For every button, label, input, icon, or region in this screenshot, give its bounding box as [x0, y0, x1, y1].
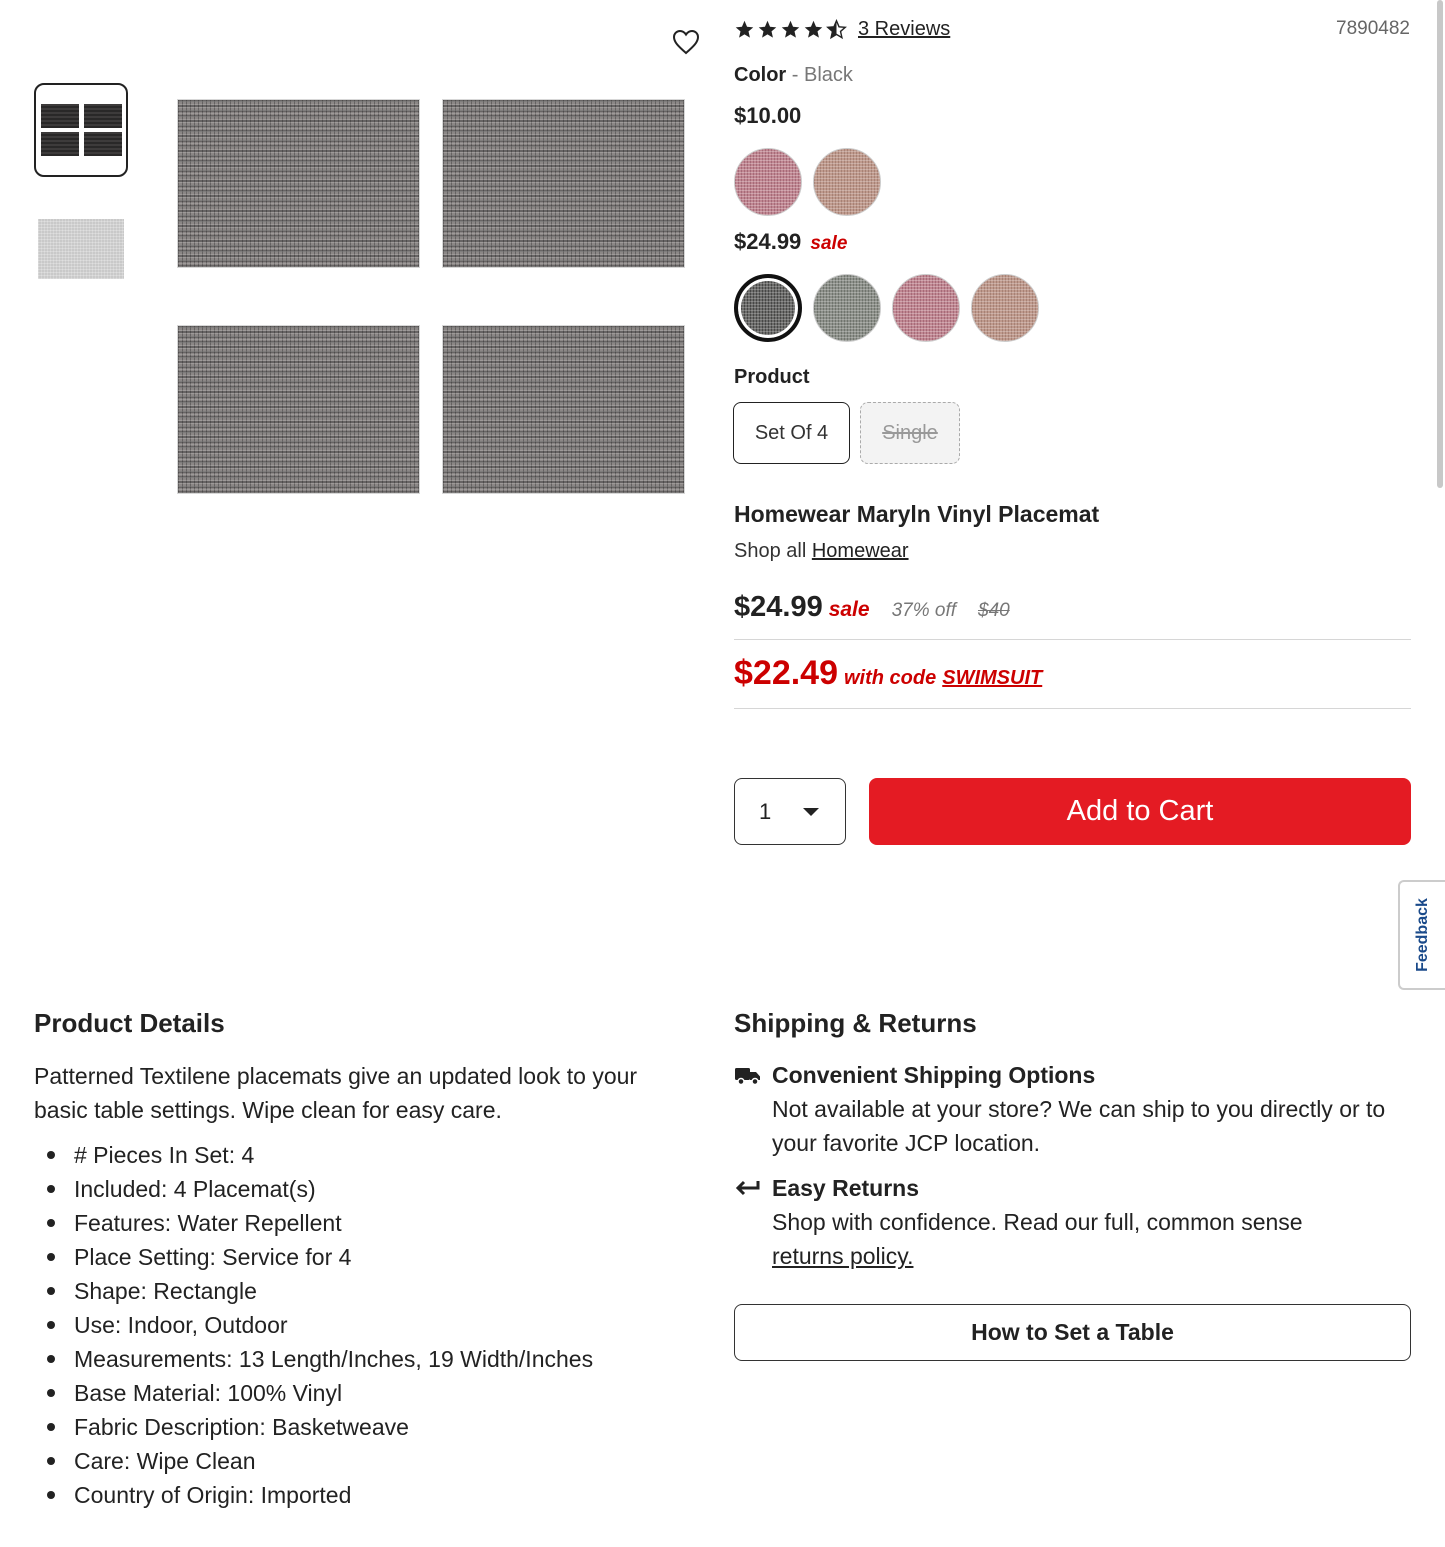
quantity-value: 1 [759, 798, 772, 824]
list-item: Shape: Rectangle [34, 1274, 593, 1308]
feedback-tab[interactable] [1398, 880, 1445, 990]
thumbnail-set-of-4[interactable] [34, 83, 128, 177]
list-item: Use: Indoor, Outdoor [34, 1308, 593, 1342]
color-swatch-grey[interactable] [813, 274, 881, 342]
thumbnail-image [41, 104, 122, 156]
scrollbar-thumb[interactable] [1437, 0, 1443, 488]
color-selection [734, 64, 853, 87]
truck-icon [734, 1064, 762, 1086]
shop-all-prefix: Shop all [734, 540, 807, 562]
product-description: Patterned Textilene placemats give an updated look to your basic table settings. Wipe clean for easy care. [34, 1063, 638, 1123]
color-swatch-pink[interactable] [892, 274, 960, 342]
color-swatch-black[interactable] [734, 274, 802, 342]
list-item: Measurements: 13 Length/Inches, 19 Width/Inches [34, 1342, 593, 1376]
list-item: # Pieces In Set: 4 [34, 1138, 593, 1172]
divider [734, 639, 1411, 640]
product-title: Homewear Maryln Vinyl Placemat [734, 501, 1100, 527]
sale-label: sale [828, 598, 870, 621]
product-option-label: Product [734, 366, 810, 388]
product-image-placemat [178, 100, 419, 267]
thumbnail-image [38, 219, 124, 279]
returns-block [734, 1171, 1424, 1273]
sku-number: 7890482 [1336, 18, 1410, 39]
option-single-button[interactable]: Single [860, 402, 960, 464]
color-value: Black [804, 64, 853, 86]
swatch-group-price: $10.00 [734, 103, 802, 128]
list-item: Fabric Description: Basketweave [34, 1410, 593, 1444]
returns-policy-link[interactable]: returns policy. [772, 1243, 914, 1269]
current-price: $24.99 [734, 591, 823, 623]
option-set-of-4-button[interactable]: Set Of 4 [733, 402, 850, 464]
list-item: Country of Origin: Imported [34, 1478, 593, 1512]
quantity-dropdown[interactable] [734, 778, 846, 845]
promo-price-row [734, 654, 1042, 693]
color-label: Color [734, 64, 787, 86]
promo-price: $22.49 [734, 654, 838, 692]
shop-all-row [734, 540, 909, 563]
star-icon [757, 19, 778, 40]
list-item: Place Setting: Service for 4 [34, 1240, 593, 1274]
star-icon [780, 19, 801, 40]
reviews-link[interactable]: 3 Reviews [858, 18, 951, 40]
product-image-placemat [178, 326, 419, 493]
color-swatch-tan[interactable] [813, 148, 881, 216]
returns-text [772, 1205, 1417, 1273]
original-price: $40 [978, 600, 1010, 621]
shipping-options-block [734, 1058, 1424, 1160]
star-icon [803, 19, 824, 40]
color-swatch-pink[interactable] [734, 148, 802, 216]
brand-link[interactable]: Homewear [811, 540, 909, 562]
swatch-group-price [734, 229, 847, 255]
feedback-label: Feedback [1413, 898, 1431, 972]
product-image-placemat [443, 326, 684, 493]
product-details-heading: Product Details [34, 1008, 225, 1038]
caret-down-icon [803, 808, 819, 816]
color-separator: - [791, 64, 799, 86]
promo-code-link[interactable]: SWIMSUIT [942, 667, 1043, 689]
list-item: Care: Wipe Clean [34, 1444, 593, 1478]
return-arrow-icon [734, 1177, 762, 1199]
rating-stars [734, 19, 847, 40]
list-item: Base Material: 100% Vinyl [34, 1376, 593, 1410]
shipping-text: Not available at your store? We can ship to you directly or to your favorite JCP location. [772, 1096, 1386, 1156]
price-row [734, 591, 1010, 624]
heart-icon[interactable] [672, 29, 700, 55]
swatch-group-price-value: $24.99 [734, 229, 802, 254]
returns-text-body: Shop with confidence. Read our full, common sense [772, 1209, 1303, 1235]
product-image-placemat [443, 100, 684, 267]
star-half-icon [826, 19, 847, 40]
list-item: Included: 4 Placemat(s) [34, 1172, 593, 1206]
thumbnail-single[interactable] [34, 202, 128, 296]
star-icon [734, 19, 755, 40]
shipping-returns-heading: Shipping & Returns [734, 1008, 977, 1038]
color-swatch-tan[interactable] [971, 274, 1039, 342]
add-to-cart-button[interactable]: Add to Cart [869, 778, 1411, 845]
promo-with-text: with code [844, 667, 937, 689]
list-item: Features: Water Repellent [34, 1206, 593, 1240]
divider [734, 708, 1411, 709]
sale-label: sale [810, 233, 848, 254]
percent-off: 37% off [891, 600, 957, 621]
product-details-list [34, 1138, 593, 1512]
how-to-set-table-button[interactable]: How to Set a Table [734, 1304, 1411, 1361]
shipping-title: Convenient Shipping Options [772, 1062, 1096, 1088]
returns-title: Easy Returns [772, 1175, 920, 1201]
